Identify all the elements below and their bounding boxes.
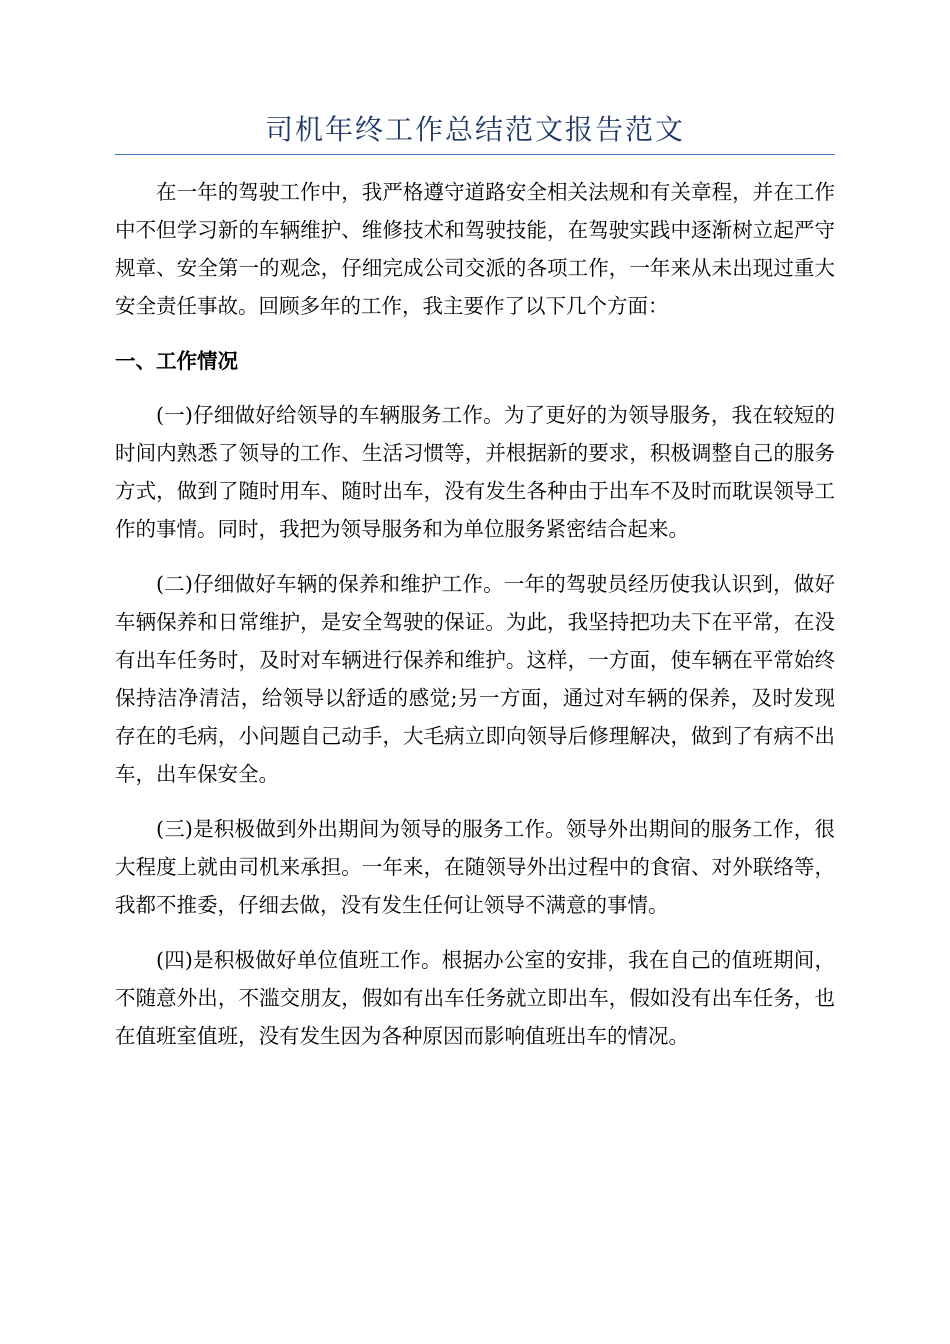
work-item-1: (一)仔细做好给领导的车辆服务工作。为了更好的为领导服务，我在较短的时间内熟悉了领导的工作、生活习惯等，并根据新的要求，积极调整自己的服务方式，做到了随时用车、随时出车，没有发生各种由于出车不及时而耽误领导工作的事情。同时，我把为领导服务和为单位服务紧密结合起来。 bbox=[115, 403, 835, 541]
title-underline bbox=[115, 154, 835, 155]
document-title: 司机年终工作总结范文报告范文 bbox=[264, 113, 685, 146]
document-body bbox=[115, 173, 835, 1072]
work-item-4: (四)是积极做好单位值班工作。根据办公室的安排，我在自己的值班期间，不随意外出，不滥交朋友，假如有出车任务就立即出车，假如没有出车任务，也在值班室值班，没有发生因为各种原因而影响值班出车的情况。 bbox=[115, 948, 835, 1048]
work-item-3: (三)是积极做到外出期间为领导的服务工作。领导外出期间的服务工作，很大程度上就由司机来承担。一年来，在随领导外出过程中的食宿、对外联络等，我都不推委，仔细去做，没有发生任何让领导不满意的事情。 bbox=[115, 817, 835, 917]
section-heading-work-situation: 一、工作情况 bbox=[115, 349, 238, 373]
intro-paragraph: 在一年的驾驶工作中，我严格遵守道路安全相关法规和有关章程，并在工作中不但学习新的车辆维护、维修技术和驾驶技能，在驾驶实践中逐渐树立起严守规章、安全第一的观念，仔细完成公司交派的各项工作，一年来从未出现过重大安全责任事故。回顾多年的工作，我主要作了以下几个方面： bbox=[115, 180, 835, 318]
work-item-2: (二)仔细做好车辆的保养和维护工作。一年的驾驶员经历使我认识到，做好车辆保养和日常维护，是安全驾驶的保证。为此，我坚持把功夫下在平常，在没有出车任务时，及时对车辆进行保养和维护。这样，一方面，使车辆在平常始终保持洁净清洁，给领导以舒适的感觉;另一方面，通过对车辆的保养，及时发现存在的毛病，小问题自己动手，大毛病立即向领导后修理解决，做到了有病不出车，出车保安全。 bbox=[115, 572, 835, 786]
